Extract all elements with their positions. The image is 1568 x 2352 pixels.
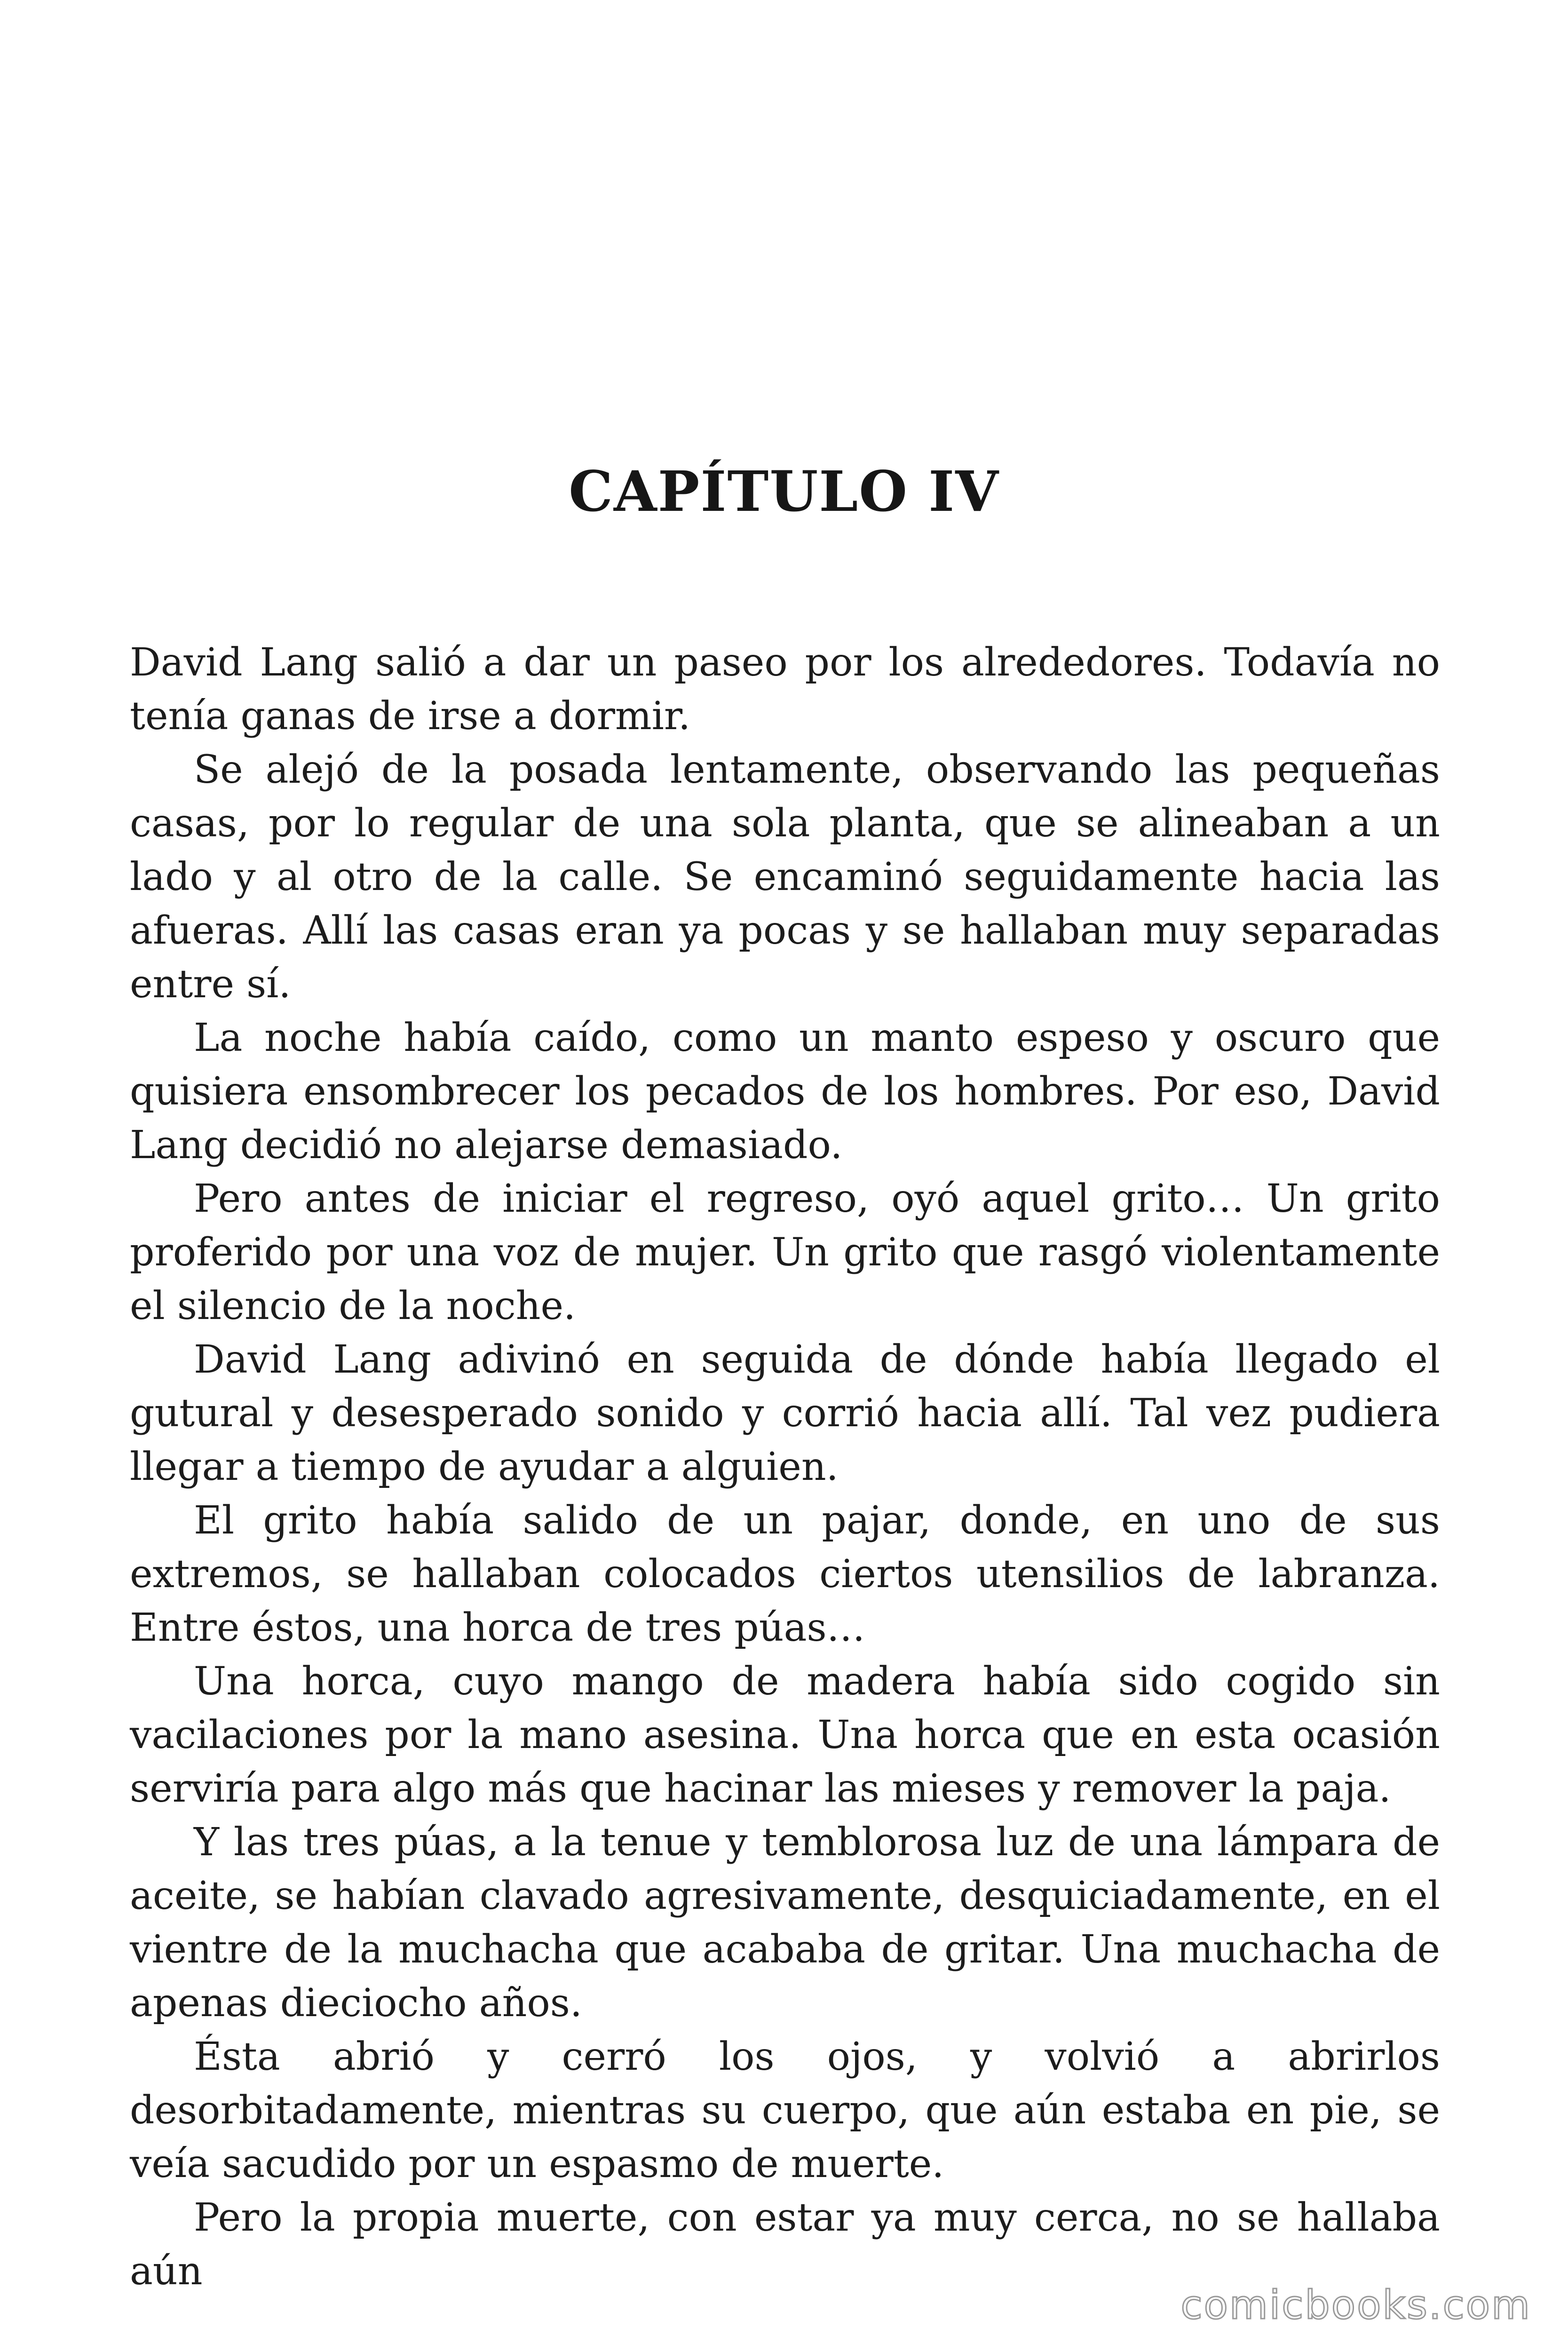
paragraph: Ésta abrió y cerró los ojos, y volvió a abrirlos desorbitadamente, mientras su cuerpo, que aún estaba en pie, se veía sacudido por un espasmo de muerte. <box>130 2034 1440 2186</box>
paragraph: Y las tres púas, a la tenue y temblorosa luz de una lámpara de aceite, se habían clavado agresivamente, desquiciadamente, en el vientre de la muchacha que acababa de gritar. Una muchacha de apenas dieciocho años. <box>130 1820 1440 2026</box>
paragraph: Se alejó de la posada lentamente, observando las pequeñas casas, por lo regular de una sola planta, que se alineaban a un lado y al otro de la calle. Se encaminó seguidamente hacia las afueras. Allí las casas eran ya pocas y se hallaban muy separadas entre sí. <box>130 747 1440 1007</box>
paragraph: Pero la propia muerte, con estar ya muy cerca, no se hallaba aún <box>130 2195 1440 2294</box>
paragraph: Una horca, cuyo mango de madera había sido cogido sin vacilaciones por la mano asesina. Una horca que en esta ocasión serviría para algo más que hacinar las mieses y remover la paja. <box>130 1659 1440 1811</box>
paragraph: El grito había salido de un pajar, donde, en uno de sus extremos, se hallaban colocados ciertos utensilios de labranza. Entre éstos, una horca de tres púas… <box>130 1498 1440 1650</box>
paragraph: La noche había caído, como un manto espeso y oscuro que quisiera ensombrecer los pecados de los hombres. Por eso, David Lang decidió no alejarse demasiado. <box>130 1016 1440 1168</box>
chapter-title: CAPÍTULO IV <box>569 459 999 524</box>
chapter-body <box>130 636 1440 2298</box>
watermark: comicbooks.com <box>1180 2282 1531 2328</box>
paragraph: David Lang salió a dar un paseo por los alrededores. Todavía no tenía ganas de irse a dormir. <box>130 640 1440 739</box>
paragraph: David Lang adivinó en seguida de dónde había llegado el gutural y desesperado sonido y corrió hacia allí. Tal vez pudiera llegar a tiempo de ayudar a alguien. <box>130 1337 1440 1489</box>
paragraph: Pero antes de iniciar el regreso, oyó aquel grito… Un grito proferido por una voz de mujer. Un grito que rasgó violentamente el silencio de la noche. <box>130 1176 1440 1328</box>
